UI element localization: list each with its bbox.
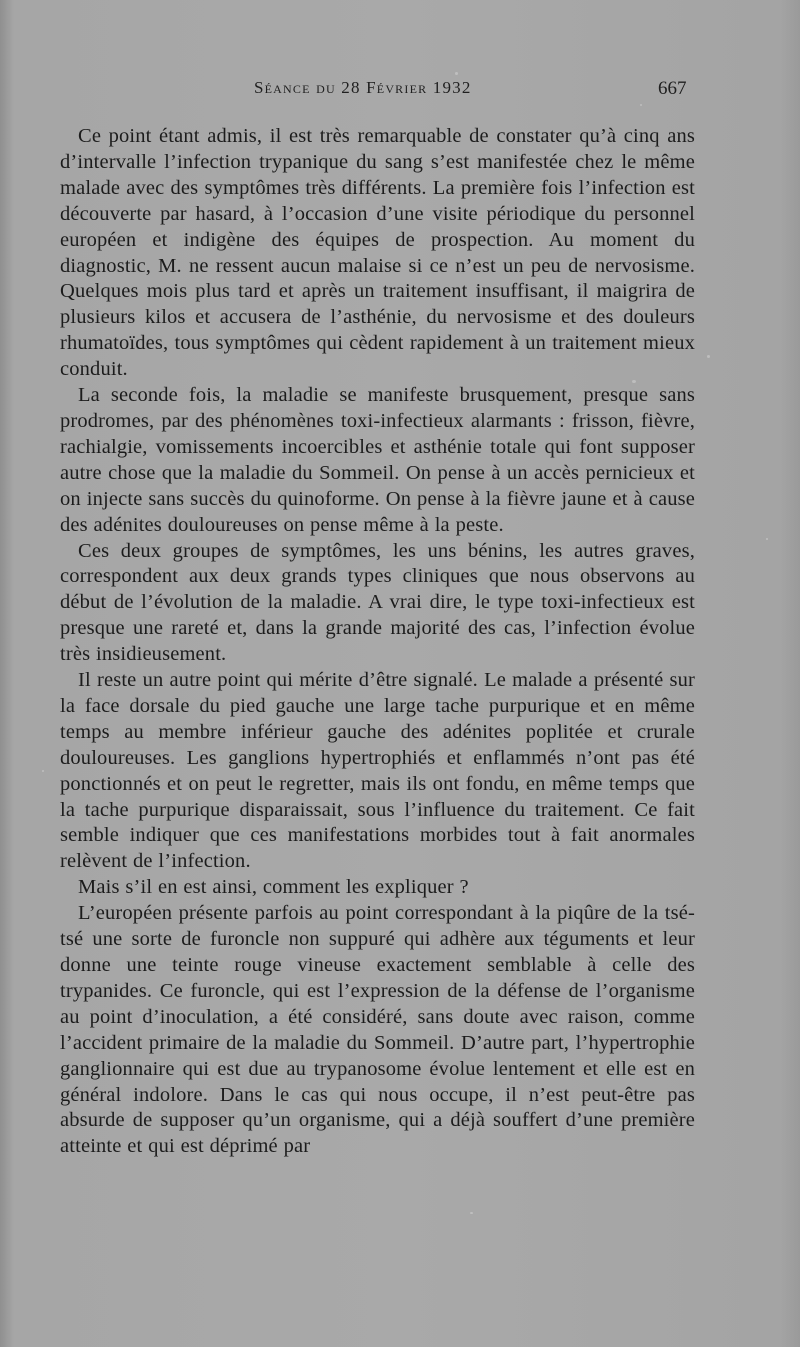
page-number: 667 (658, 78, 687, 99)
body-text (60, 124, 695, 1160)
running-head (0, 78, 800, 104)
paragraph-3: Ces deux groupes de symptômes, les uns bénins, les autres graves, correspondent aux deux grands types cliniques que nous observons au début de l’évolution de la maladie. A vrai dire, le type toxi-infectieux est presque une rareté et, dans la grande majorité des cas, l’infection évolue très insidieusement. (60, 539, 695, 666)
paragraph-5: Mais s’il en est ainsi, comment les expliquer ? (78, 876, 469, 899)
paragraph-1: Ce point étant admis, il est très remarquable de constater qu’à cinq ans d’intervalle l’infection trypanique du sang s’est manifestée chez le même malade avec des symptômes très différents. La première fois l’infection est découverte par hasard, à l’occasion d’une visite périodique du personnel européen et indigène des équipes de prospection. Au moment du diagnostic, M. ne ressent aucun malaise si ce n’est un peu de nervosisme. Quelques mois plus tard et après un traitement insuffisant, il maigrira de plusieurs kilos et accusera de l’asthénie, du nervosisme et des douleurs rhumatoïdes, tous symptômes qui cèdent rapidement à un traitement mieux conduit. (60, 125, 695, 381)
paragraph-6: L’européen présente parfois au point correspondant à la piqûre de la tsé-tsé une sorte de furoncle non suppuré qui adhère aux téguments et leur donne une teinte rouge vineuse exactement semblable à celle des trypanides. Ce furoncle, qui est l’expression de la défense de l’organisme au point d’inoculation, a été considéré, sans doute avec raison, comme l’accident primaire de la maladie du Sommeil. D’autre part, l’hypertrophie ganglionnaire qui est due au trypanosome évolue lentement et elle est en général indolore. Dans le cas qui nous occupe, il n’est peut-être pas absurde de supposer qu’un organisme, qui a déjà souffert d’une première atteinte et qui est déprimé par (60, 902, 695, 1158)
paragraph-4: Il reste un autre point qui mérite d’être signalé. Le malade a présenté sur la face dorsale du pied gauche une large tache purpurique et en même temps au membre inférieur gauche des adénites poplitée et crurale douloureuses. Les ganglions hypertrophiés et enflammés n’ont pas été ponctionnés et on peut le regretter, mais ils ont fondu, en même temps que la tache purpurique disparaissait, sous l’influence du traitement. Ce fait semble indiquer que ces manifestations morbides tout à fait anormales relèvent de l’infection. (60, 669, 695, 873)
paragraph-2: La seconde fois, la maladie se manifeste brusquement, presque sans prodromes, par des phénomènes toxi-infectieux alarmants : frisson, fièvre, rachialgie, vomissements incoercibles et asthénie totale qui font supposer autre chose que la maladie du Sommeil. On pense à un accès pernicieux et on injecte sans succès du quinoforme. On pense à la fièvre jaune et à cause des adénites douloureuses on pense même à la peste. (60, 384, 695, 536)
running-head-title: Séance du 28 Février 1932 (254, 78, 472, 97)
